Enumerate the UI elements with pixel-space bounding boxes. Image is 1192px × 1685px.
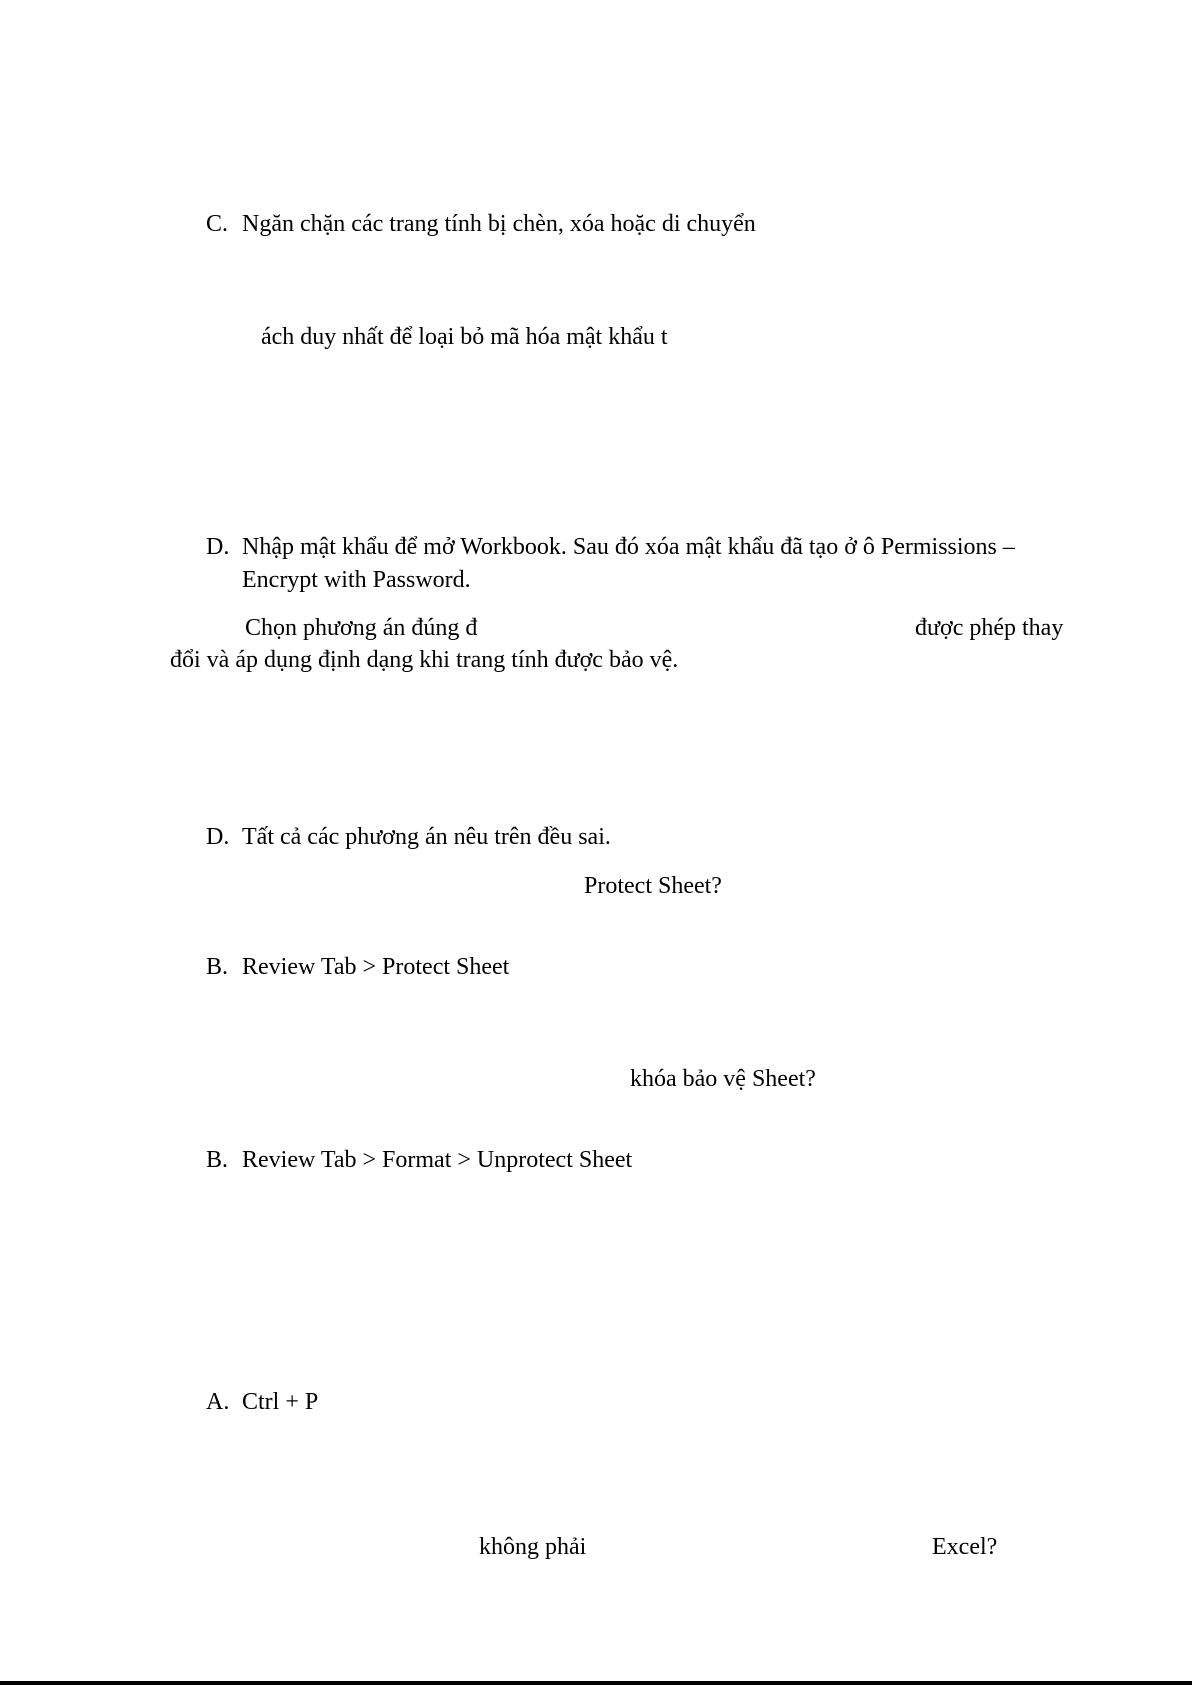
option-letter: D. [206,824,230,850]
page-bottom-border [0,1681,1192,1685]
option-text: Review Tab > Protect Sheet [242,954,510,980]
option-text: Ctrl + P [242,1389,319,1415]
option-letter: C. [206,211,229,237]
question-text-right: được phép thay [915,615,1064,641]
question-text: Chọn phương án đúng đ [245,615,478,641]
option-text: Review Tab > Format > Unprotect Sheet [242,1147,633,1173]
question-fragment: ách duy nhất để loại bỏ mã hóa mật khẩu t [261,324,668,350]
question-fragment: không phải [479,1534,587,1560]
option-text-continuation: Encrypt with Password. [242,567,471,593]
option-letter: A. [206,1389,230,1415]
option-text: Ngăn chặn các trang tính bị chèn, xóa hoặc di chuyển [242,211,756,237]
option-letter: D. [206,534,230,560]
option-text: Tất cả các phương án nêu trên đều sai. [242,824,611,850]
question-fragment: Protect Sheet? [584,873,722,899]
option-letter: B. [206,954,229,980]
option-letter: B. [206,1147,229,1173]
question-fragment: khóa bảo vệ Sheet? [630,1066,816,1092]
question-fragment-right: Excel? [932,1534,998,1560]
option-text: Nhập mật khẩu để mở Workbook. Sau đó xóa mật khẩu đã tạo ở ô Permissions – [242,534,1015,560]
question-text-line2: đổi và áp dụng định dạng khi trang tính được bảo vệ. [170,647,679,673]
